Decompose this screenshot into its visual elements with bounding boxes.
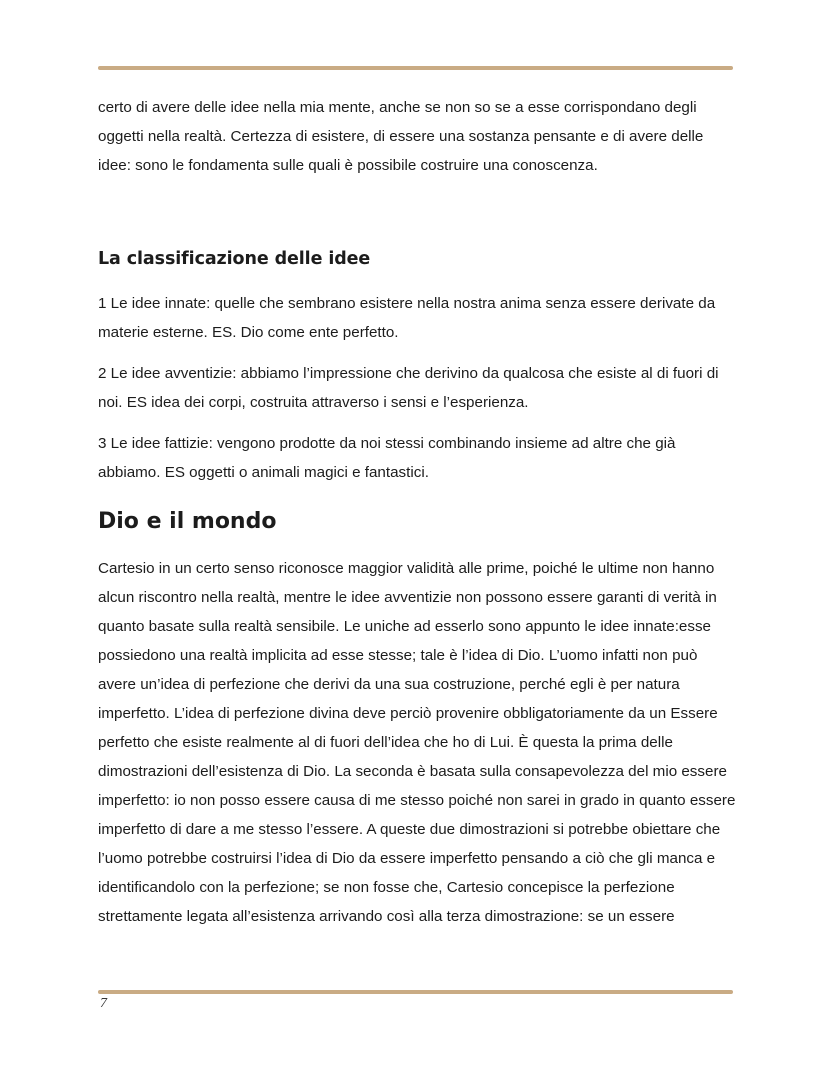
dio-paragraph: Cartesio in un certo senso riconosce maggior validità alle prime, poiché le ultime non hanno alcun riscontro nella realtà, mentre le idee avventizie non possono essere garanti di verità in quanto basate sulla realtà sensibile. Le uniche ad esserlo sono appunto le idee innate:esse possiedono una realtà implicita ad esse stesse; tale è l’idea di Dio. L’uomo infatti non può avere un’idea di perfezione che derivi da una sua costruzione, perché egli è per natura imperfetto. L’idea di perfezione divina deve perciò provenire obbligatoriamente da un Essere perfetto che esiste realmente al di fuori dell’idea che ho di Lui. È questa la prima delle dimostrazioni dell’esistenza di Dio. La seconda è basata sulla consapevolezza del mio essere imperfetto: io non posso essere causa di me stesso poiché non sarei in grado in quanto essere imperfetto di dare a me stesso l’essere. A queste due dimostrazioni si potrebbe obiettare che l’uomo potrebbe costruirsi l’idea di Dio da essere imperfetto pensando a ciò che gli manca e identificandolo con la perfezione; se non fosse che, Cartesio concepisce la perfezione strettamente legata all’esistenza arrivando così alla terza dimostrazione: se un essere: [98, 560, 736, 925]
header-rule: [98, 66, 733, 70]
classification-heading: La classificazione delle idee: [98, 249, 371, 269]
page-number: 7: [100, 996, 107, 1011]
list-item: 3 Le idee fattizie: vengono prodotte da noi stessi combinando insieme ad altre che già abbiamo. ES oggetti o animali magici e fantastici.: [98, 435, 676, 481]
list-item: 2 Le idee avventizie: abbiamo l’impressione che derivino da qualcosa che esiste al di fuori di noi. ES idea dei corpi, costruita attraverso i sensi e l’esperienza.: [98, 365, 719, 411]
footer-rule: [98, 990, 733, 994]
section-title-dio: Dio e il mondo: [98, 509, 277, 534]
page-content: [98, 93, 738, 931]
list-item: 1 Le idee innate: quelle che sembrano esistere nella nostra anima senza essere derivate da materie esterne. ES. Dio come ente perfetto.: [98, 295, 716, 341]
intro-paragraph: certo di avere delle idee nella mia mente, anche se non so se a esse corrispondano degli oggetti nella realtà. Certezza di esistere, di essere una sostanza pensante e di avere delle idee: sono le fondamenta sulle quali è possibile costruire una conoscenza.: [98, 99, 704, 174]
